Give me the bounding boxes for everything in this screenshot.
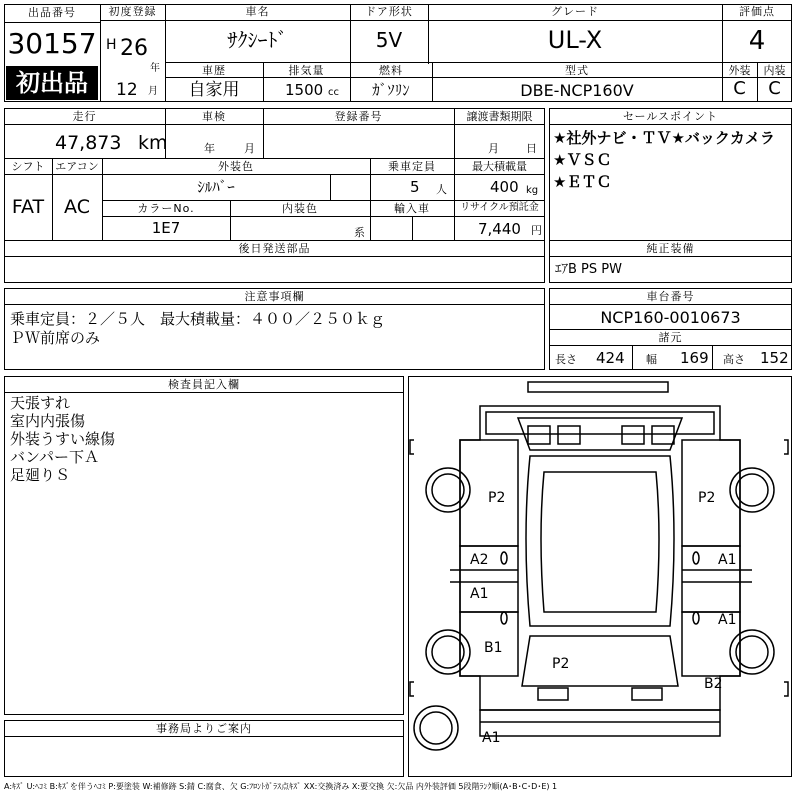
history: 自家用	[188, 80, 240, 100]
first-reg-month: 12	[116, 80, 138, 100]
year-unit: 年	[150, 63, 160, 74]
door: 5V	[375, 28, 403, 52]
aircon-label: エアコン	[55, 160, 99, 173]
inspector-line: 足廻りＳ	[10, 466, 71, 484]
notes-line: 乗車定員：２／５人 最大積載量：４００／２５０ｋｇ	[10, 310, 386, 328]
width-label: 幅	[646, 353, 658, 366]
damage-mark: P2	[488, 490, 506, 506]
exterior-label: 外装	[728, 64, 751, 77]
int-color-label: 内装色	[282, 202, 318, 215]
ext-color-label: 外装色	[218, 160, 254, 173]
history-label: 車歴	[202, 64, 226, 77]
damage-mark: A1	[470, 586, 489, 602]
inspection-month-unit: 月	[244, 142, 256, 155]
car-name: ｻｸｼｰﾄﾞ	[227, 28, 288, 52]
interior-score: C	[768, 78, 781, 99]
recycle-label: リサイクル預託金	[460, 202, 539, 213]
damage-mark: A2	[470, 552, 489, 568]
inspection-label: 車検	[202, 110, 226, 123]
notes-label: 注意事項欄	[244, 290, 305, 303]
damage-mark: B2	[704, 676, 723, 692]
model: DBE-NCP160V	[520, 81, 634, 100]
inspector-line: 天張すれ	[10, 394, 71, 412]
lot-number-label: 出品番号	[28, 6, 76, 19]
color-no: 1E7	[151, 219, 181, 237]
chassis-number: NCP160-0010673	[600, 308, 741, 327]
later-parts-label: 後日発送部品	[238, 242, 311, 255]
aircon: AC	[64, 196, 90, 218]
shift-label: シフト	[11, 160, 45, 173]
model-label: 型式	[565, 64, 589, 77]
damage-mark: B1	[484, 640, 503, 656]
chassis-label: 車台番号	[646, 290, 695, 303]
inspector-line: 室内内張傷	[10, 412, 86, 430]
length-value: 424	[596, 349, 625, 367]
grade-label: グレード	[551, 5, 599, 18]
first-listing-badge: 初出品	[6, 66, 98, 100]
sales-point-line: ★社外ナビ・ＴＶ★バックカメラ	[553, 129, 775, 147]
first-reg-year: 26	[120, 36, 148, 61]
sales-points-label: セールスポイント	[622, 110, 718, 123]
height-label: 高さ	[723, 353, 745, 366]
grade: UL-X	[547, 26, 603, 54]
first-reg-label: 初度登録	[108, 5, 157, 18]
int-color-unit: 系	[354, 226, 366, 239]
color-no-label: カラーNo.	[137, 202, 195, 215]
displacement: 1500	[285, 81, 324, 99]
capacity: 5	[410, 178, 420, 196]
transfer-month-unit: 月	[488, 142, 500, 155]
width-value: 169	[680, 349, 709, 367]
max-load-label: 最大積載量	[472, 160, 527, 173]
fuel-label: 燃料	[379, 64, 403, 77]
equipment-value: ｴｱB PS PW	[555, 262, 622, 277]
inspector-line: バンパー下Ａ	[10, 448, 99, 466]
sales-point-line: ★ＥＴＣ	[553, 173, 612, 191]
ext-color: ｼﾙﾊﾞｰ	[197, 178, 235, 196]
fuel: ｶﾞｿﾘﾝ	[372, 81, 410, 99]
car-diagram	[408, 376, 792, 777]
damage-mark: A1	[718, 612, 737, 628]
transfer-label: 譲渡書類期限	[466, 110, 533, 123]
displacement-label: 排気量	[288, 64, 325, 77]
height-value: 152	[760, 349, 789, 367]
length-label: 長さ	[555, 353, 577, 366]
shift: FAT	[11, 196, 45, 218]
displacement-unit: cc	[328, 87, 339, 98]
dims-label: 諸元	[658, 331, 683, 344]
capacity-unit: 人	[436, 183, 448, 196]
sales-point-line: ★ＶＳＣ	[553, 151, 612, 169]
notes-line: ＰＷ前席のみ	[10, 329, 101, 347]
mileage-unit: km	[138, 132, 168, 154]
door-label: ドア形状	[365, 5, 413, 18]
damage-mark: A1	[718, 552, 737, 568]
max-load: 400	[490, 178, 519, 196]
car-name-label: 車名	[245, 5, 270, 18]
legend-text: A:ｷｽﾞ U:ﾍｺﾐ B:ｷｽﾞを伴うﾍｺﾐ P:要塗装 W:補修跡 S:錆 C:腐食、欠 G:ﾌﾛﾝﾄｶﾞﾗｽ点ｷｽﾞ XX:交換済み X:要交換 欠:欠品 内外装評価 5段階ﾗﾝｸ順(A･B･C･D･E) 1	[4, 782, 558, 791]
transfer-day-unit: 日	[526, 142, 538, 155]
era-mark: H	[106, 37, 117, 53]
damage-mark: P2	[552, 656, 570, 672]
score-label: 評価点	[739, 5, 775, 18]
inspector-label: 検査員記入欄	[168, 378, 240, 391]
office-label: 事務局よりご案内	[156, 722, 252, 735]
month-unit: 月	[148, 86, 158, 97]
import-label: 輸入車	[394, 202, 430, 215]
recycle-unit: 円	[531, 224, 543, 237]
inspector-line: 外装うすい線傷	[10, 430, 116, 448]
reg-no-label: 登録番号	[334, 110, 383, 123]
damage-mark: A1	[482, 730, 501, 746]
mileage-label: 走行	[72, 110, 97, 123]
inspection-year-unit: 年	[204, 142, 216, 155]
interior-label: 内装	[763, 64, 786, 77]
recycle-amount: 7,440	[478, 220, 521, 238]
score: 4	[748, 26, 766, 56]
damage-mark: P2	[698, 490, 716, 506]
capacity-label: 乗車定員	[388, 160, 436, 173]
equipment-label: 純正装備	[646, 242, 695, 255]
max-load-unit: kg	[526, 185, 539, 196]
mileage: 47,873	[55, 132, 122, 154]
lot-number: 30157	[7, 27, 97, 60]
exterior-score: C	[733, 78, 746, 99]
